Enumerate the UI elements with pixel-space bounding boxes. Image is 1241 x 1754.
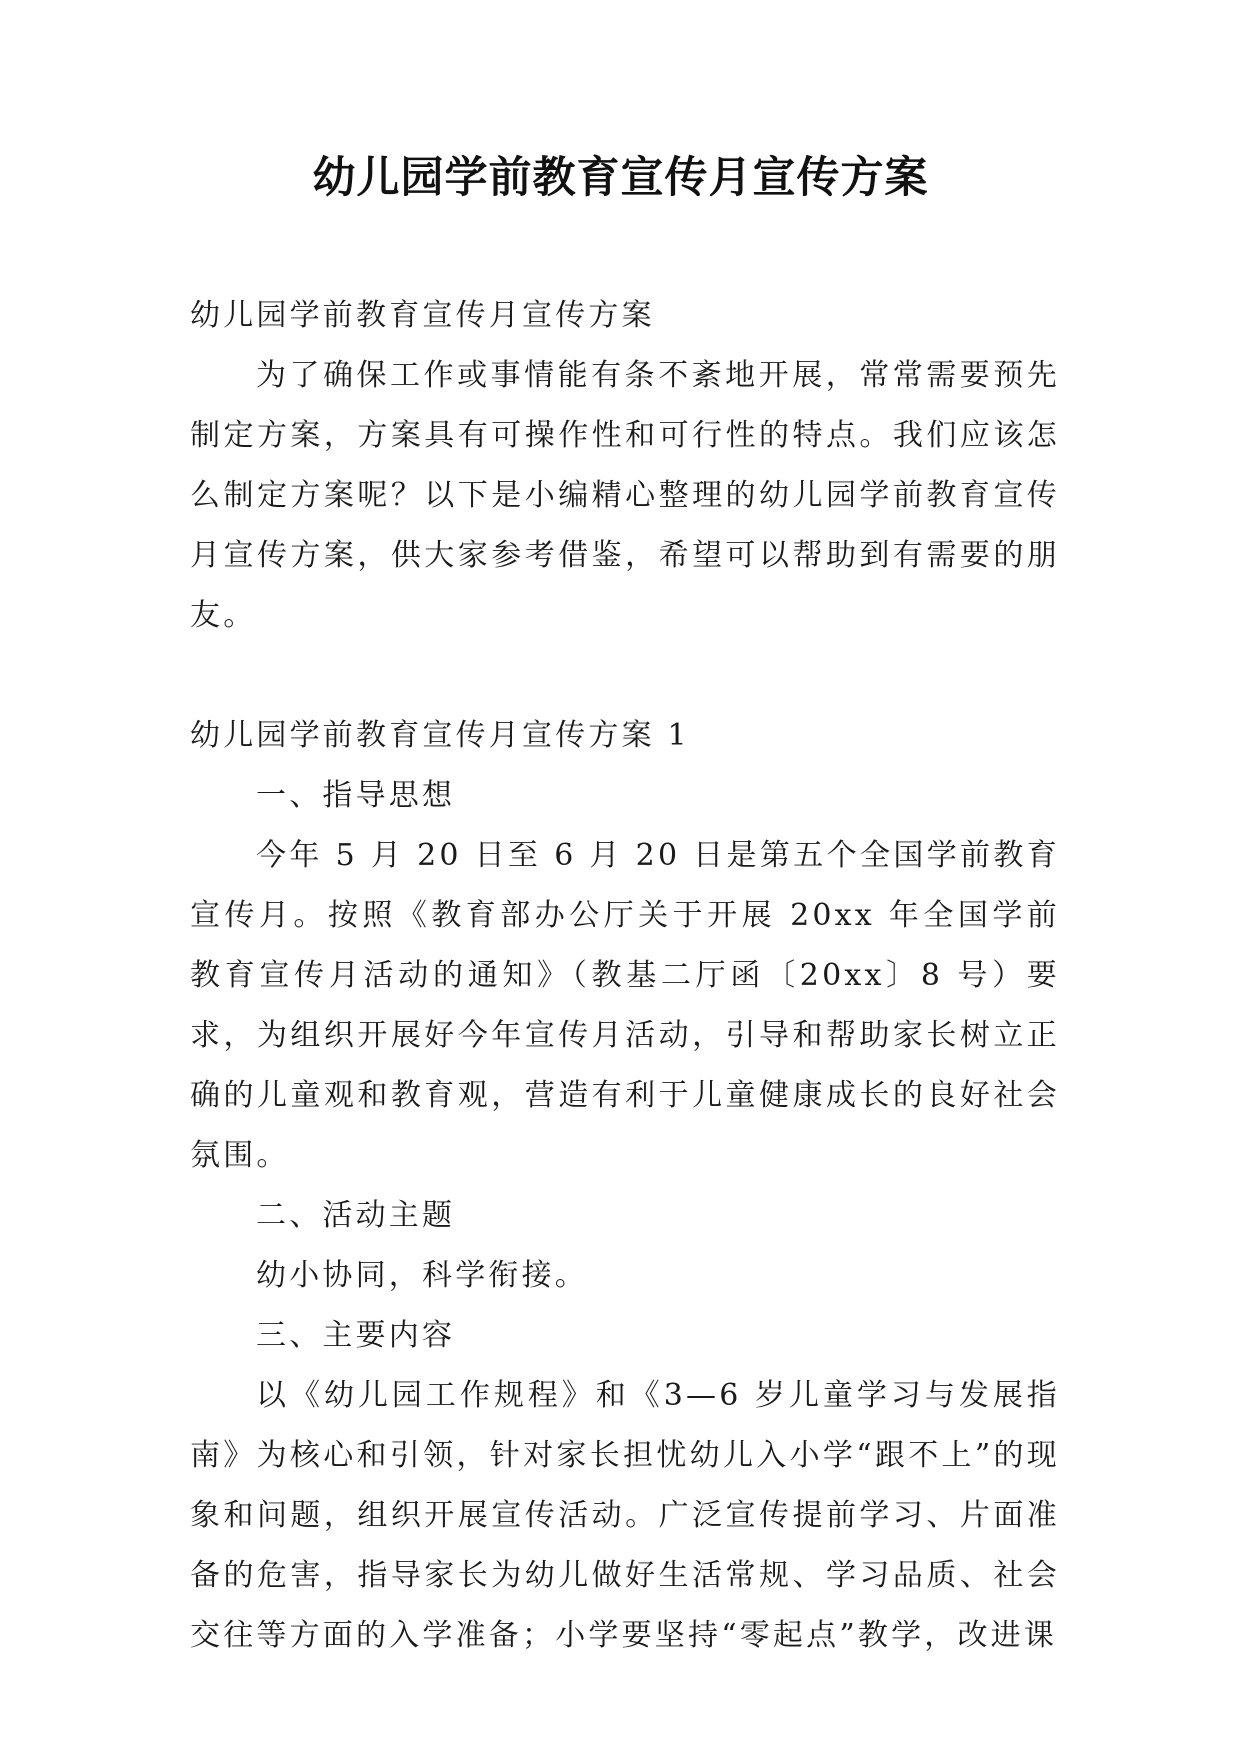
paragraph-guiding-ideology: 今年 5 月 20 日至 6 月 20 日是第五个全国学前教育宣传月。按照《教育部办公厅关于开展 20xx 年全国学前教育宣传月活动的通知》（教基二厅函〔20xx〕8 号）要求，为组织开展好今年宣传月活动，引导和帮助家长树立正确的儿童观和教育观，营造有利于儿童健康成长的良好社会氛围。 — [190, 838, 1060, 1173]
heading-guiding-ideology: 一、指导思想 — [256, 778, 456, 813]
document-subtitle: 幼儿园学前教育宣传月宣传方案 — [190, 298, 655, 333]
document-title: 幼儿园学前教育宣传月宣传方案 — [312, 153, 929, 203]
section-title: 幼儿园学前教育宣传月宣传方案 1 — [190, 718, 690, 753]
section-spacer — [190, 646, 1060, 706]
heading-main-content: 三、主要内容 — [256, 1318, 456, 1353]
intro-paragraph: 为了确保工作或事情能有条不紊地开展，常常需要预先制定方案，方案具有可操作性和可行性的特点。我们应该怎么制定方案呢？以下是小编精心整理的幼儿园学前教育宣传月宣传方案，供大家参考借鉴，希望可以帮助到有需要的朋友。 — [190, 358, 1060, 633]
paragraph-activity-theme: 幼小协同，科学衔接。 — [256, 1258, 588, 1293]
paragraph-main-content: 以《幼儿园工作规程》和《3—6 岁儿童学习与发展指南》为核心和引领，针对家长担忧幼儿入小学“跟不上”的现象和问题，组织开展宣传活动。广泛宣传提前学习、片面准备的危害，指导家长为幼儿做好生活常规、学习品质、社会交往等方面的入学准备；小学要坚持“零起点”教学，改进课 — [190, 1378, 1060, 1653]
document-body — [190, 286, 1060, 1666]
heading-activity-theme: 二、活动主题 — [256, 1198, 456, 1233]
